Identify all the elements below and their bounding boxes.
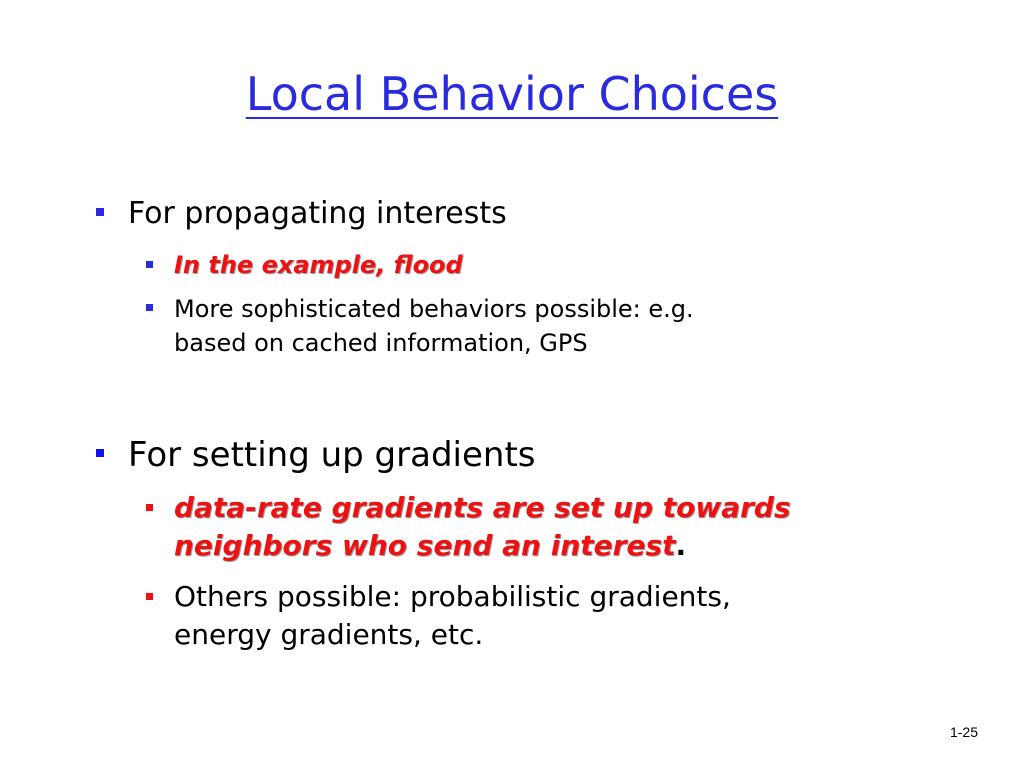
page-number: 1-25	[949, 724, 978, 740]
sub-bullet-data-rate	[174, 489, 791, 565]
square-bullet-icon	[146, 304, 153, 311]
bullet-text-line1: More sophisticated behaviors possible: e.g.	[174, 295, 694, 323]
emphasis-text: neighbors who send an interest	[174, 529, 676, 562]
square-bullet-icon	[96, 208, 104, 216]
bullet-text: For setting up gradients	[128, 435, 536, 475]
sub-bullet-others	[174, 578, 731, 654]
sub-bullet-sophisticated	[174, 292, 694, 360]
square-bullet-icon	[96, 449, 104, 457]
bullet-text-line2: based on cached information, GPS	[174, 329, 588, 357]
sub-bullet-flood	[174, 249, 463, 281]
bullet-text-line2	[174, 527, 791, 565]
bullet-text-line2: energy gradients, etc.	[174, 618, 484, 651]
bullet-propagating-interests	[128, 194, 507, 234]
square-bullet-icon	[146, 261, 153, 268]
bullet-text: In the example, flood	[174, 251, 463, 279]
bullet-setting-gradients	[128, 432, 536, 478]
square-bullet-icon	[146, 504, 153, 511]
slide-title: Local Behavior Choices	[245, 67, 779, 121]
bullet-text: For propagating interests	[128, 196, 507, 231]
bullet-text-line1: Others possible: probabilistic gradients,	[174, 580, 731, 613]
square-bullet-icon	[146, 593, 153, 600]
period-text: .	[675, 529, 687, 562]
bullet-text-line1: data-rate gradients are set up towards	[174, 491, 791, 524]
